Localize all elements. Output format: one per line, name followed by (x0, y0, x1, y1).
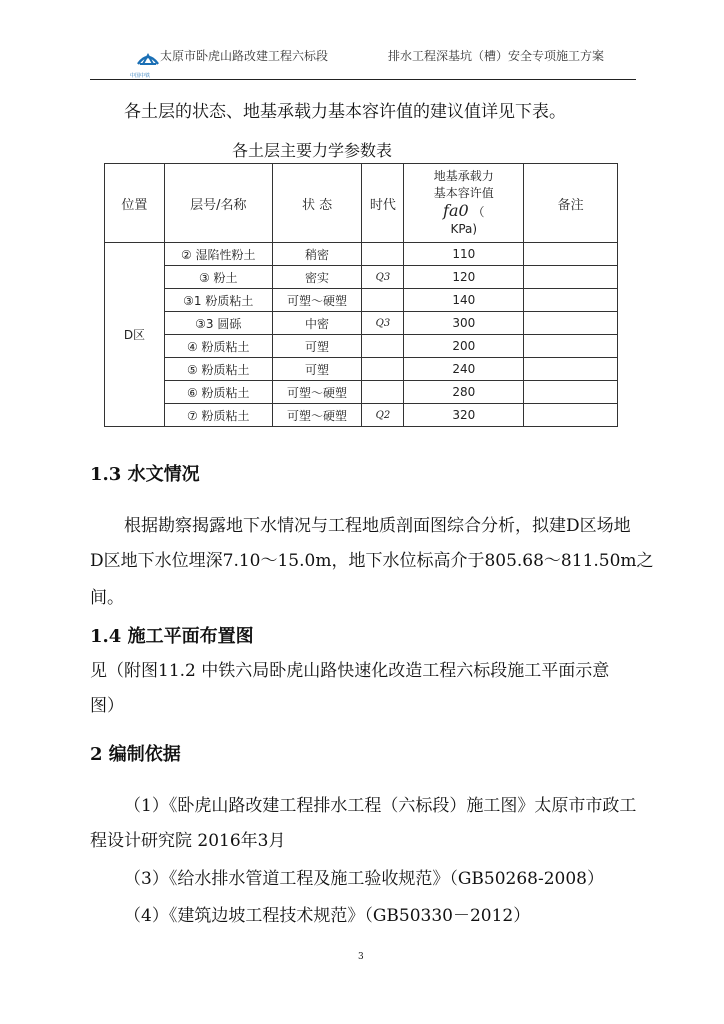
remark-cell (524, 289, 618, 312)
section-1-3-line2: D区地下水位埋深7.10～15.0m，地下水位标高介于805.68～811.50m之 (90, 551, 654, 571)
value-cell: 110 (404, 243, 524, 266)
age-cell (362, 358, 404, 381)
age-cell: Q3 (362, 266, 404, 289)
state-cell: 可塑～硬塑 (272, 289, 362, 312)
remark-cell (524, 335, 618, 358)
reference-item-1-line2: 程设计研究院 2016年3月 (90, 831, 286, 851)
capacity-unit: KPa) (450, 222, 478, 236)
capacity-unit-open: （ (472, 205, 485, 219)
value-cell: 300 (404, 312, 524, 335)
section-2-title: 2 编制依据 (90, 744, 181, 765)
state-cell: 稍密 (272, 243, 362, 266)
header-age: 时代 (362, 164, 404, 243)
age-cell (362, 381, 404, 404)
table-row (105, 312, 618, 335)
header-project-name: 太原市卧虎山路改建工程六标段 (160, 49, 329, 63)
table-row (105, 381, 618, 404)
table-row (105, 404, 618, 427)
intro-paragraph: 各土层的状态、地基承载力基本容许值的建议值详见下表。 (124, 102, 566, 122)
table-row (105, 266, 618, 289)
header-layer: 层号/名称 (164, 164, 272, 243)
value-cell: 280 (404, 381, 524, 404)
section-1-4-line1: 见（附图11.2 中铁六局卧虎山路快速化改造工程六标段施工平面示意 (90, 661, 610, 681)
header-divider (90, 79, 636, 80)
table-row (105, 289, 618, 312)
age-cell (362, 243, 404, 266)
layer-cell: ④ 粉质粘土 (164, 335, 272, 358)
remark-cell (524, 358, 618, 381)
reference-item-3: （3）《给水排水管道工程及施工验收规范》（GB50268-2008） (124, 869, 604, 889)
table-header-row (105, 164, 618, 243)
age-cell (362, 289, 404, 312)
layer-cell: ⑦ 粉质粘土 (164, 404, 272, 427)
layer-cell: ② 湿陷性粉土 (164, 243, 272, 266)
remark-cell (524, 404, 618, 427)
age-cell: Q2 (362, 404, 404, 427)
table-row (105, 335, 618, 358)
state-cell: 密实 (272, 266, 362, 289)
remark-cell (524, 243, 618, 266)
layer-cell: ③ 粉土 (164, 266, 272, 289)
header-document-title: 排水工程深基坑（槽）安全专项施工方案 (388, 49, 605, 63)
value-cell: 120 (404, 266, 524, 289)
section-1-4-title: 1.4 施工平面布置图 (90, 626, 254, 647)
age-cell (362, 335, 404, 358)
layer-cell: ⑥ 粉质粘土 (164, 381, 272, 404)
section-1-4-line2: 图） (90, 696, 124, 716)
soil-parameter-table (104, 163, 618, 427)
layer-cell: ③1 粉质粘土 (164, 289, 272, 312)
table-row (105, 243, 618, 266)
remark-cell (524, 312, 618, 335)
header-capacity-line2: 基本容许值 (433, 186, 494, 200)
table-title: 各土层主要力学参数表 (232, 141, 393, 160)
zone-cell: D区 (105, 243, 165, 427)
state-cell: 中密 (272, 312, 362, 335)
table-row (105, 358, 618, 381)
header-remark: 备注 (524, 164, 618, 243)
header-position: 位置 (105, 164, 165, 243)
header-capacity (404, 164, 524, 243)
state-cell: 可塑～硬塑 (272, 381, 362, 404)
header-state: 状 态 (272, 164, 362, 243)
reference-item-1-line1: （1）《卧虎山路改建工程排水工程（六标段）施工图》太原市市政工 (124, 796, 637, 816)
value-cell: 320 (404, 404, 524, 427)
state-cell: 可塑 (272, 335, 362, 358)
age-cell: Q3 (362, 312, 404, 335)
remark-cell (524, 266, 618, 289)
state-cell: 可塑～硬塑 (272, 404, 362, 427)
header-capacity-line1: 地基承载力 (433, 169, 494, 183)
logo-text: 中国中铁 (130, 73, 151, 79)
reference-item-4: （4）《建筑边坡工程技术规范》（GB50330－2012） (124, 906, 531, 926)
section-1-3-line1: 根据勘察揭露地下水情况与工程地质剖面图综合分析，拟建D区场地 (124, 516, 631, 536)
page-number: 3 (358, 952, 364, 962)
value-cell: 200 (404, 335, 524, 358)
section-1-3-line3: 间。 (90, 588, 124, 608)
remark-cell (524, 381, 618, 404)
layer-cell: ③3 圆砾 (164, 312, 272, 335)
state-cell: 可塑 (272, 358, 362, 381)
value-cell: 140 (404, 289, 524, 312)
layer-cell: ⑤ 粉质粘土 (164, 358, 272, 381)
section-1-3-title: 1.3 水文情况 (90, 464, 200, 485)
value-cell: 240 (404, 358, 524, 381)
capacity-symbol: fa0 (443, 201, 469, 220)
